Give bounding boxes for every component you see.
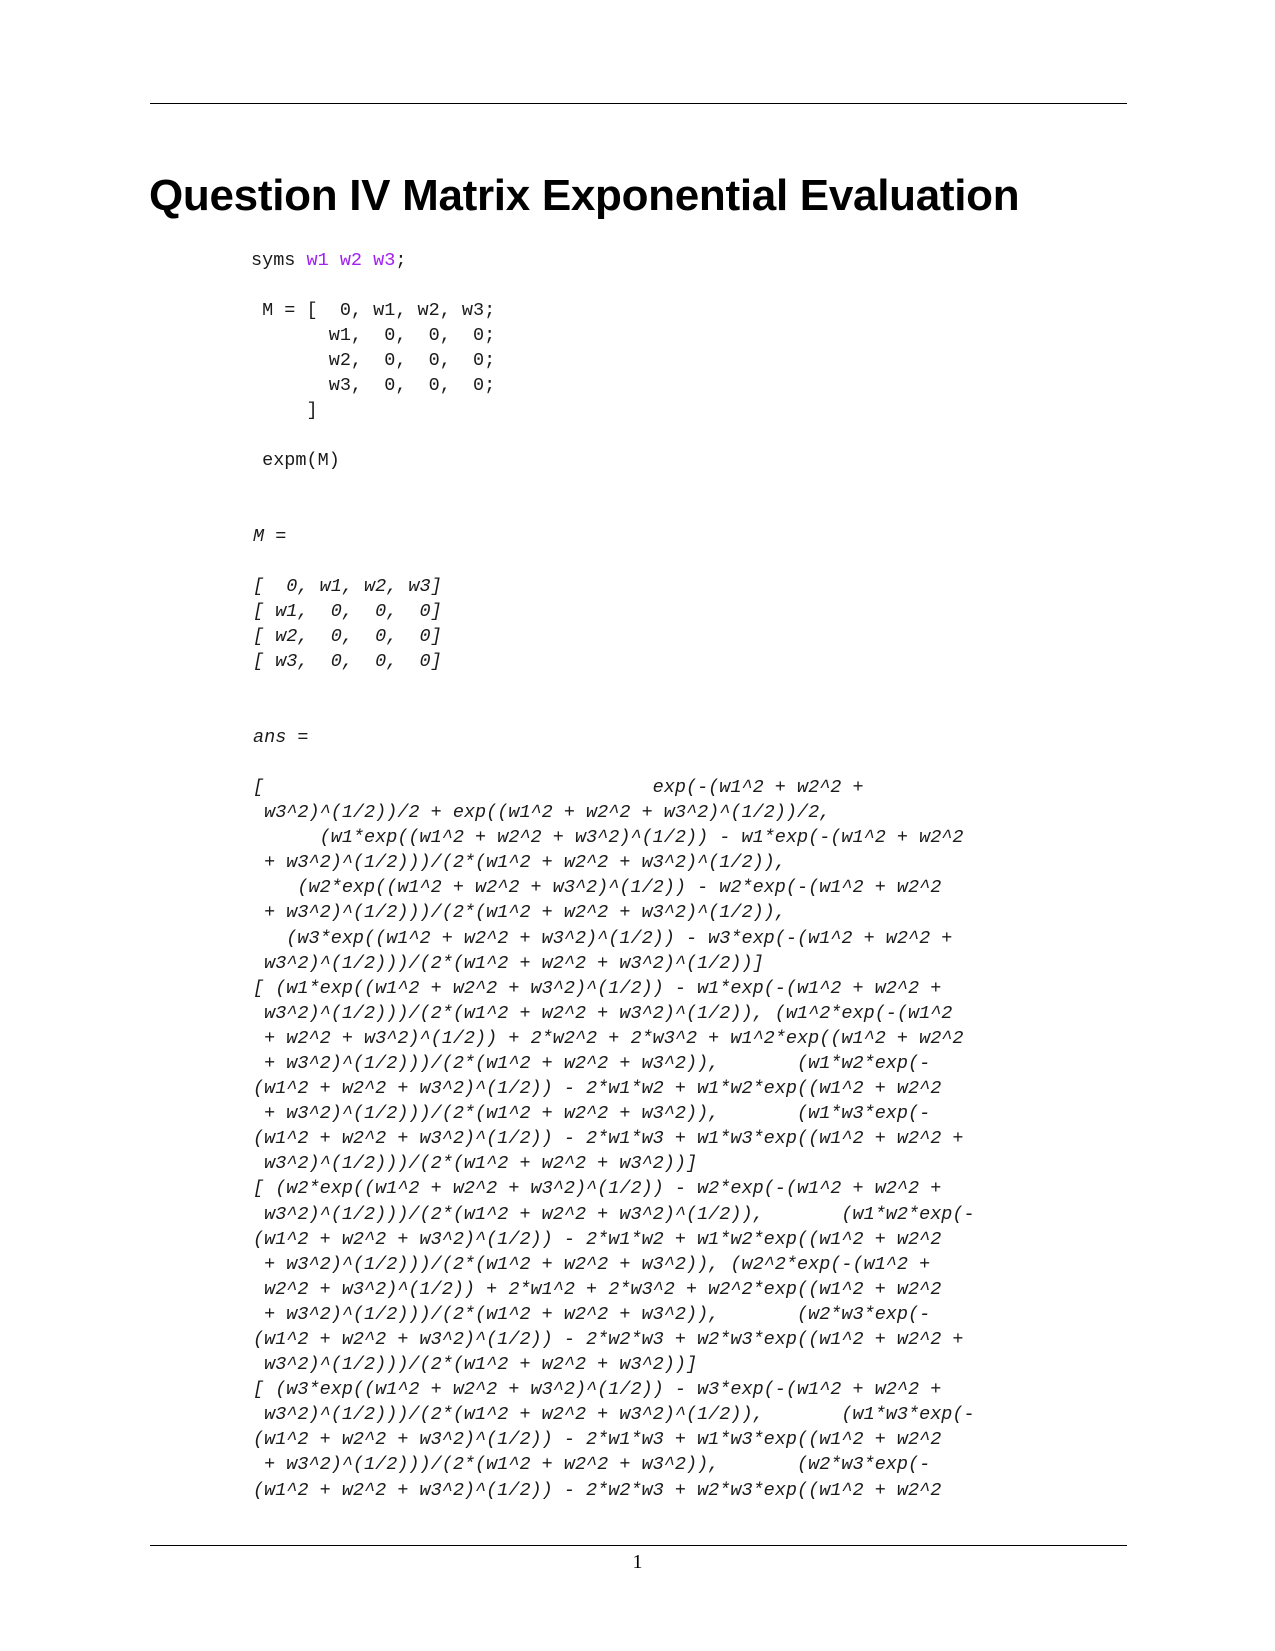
output-line: [ w3, 0, 0, 0] <box>253 651 442 673</box>
output-line: (w1^2 + w2^2 + w3^2)^(1/2)) - 2*w2*w3 + w2*w3*exp((w1^2 + w2^2 + <box>253 1329 964 1350</box>
output-line: w3^2)^(1/2)))/(2*(w1^2 + w2^2 + w3^2)^(1/2)), (w1^2*exp(-(w1^2 <box>253 1002 953 1024</box>
output-line: + w3^2)^(1/2)))/(2*(w1^2 + w2^2 + w3^2)), (w1*w3*exp(- <box>253 1103 931 1125</box>
output-line: (w1^2 + w2^2 + w3^2)^(1/2)) - 2*w1*w3 + w1*w3*exp((w1^2 + w2^2 <box>253 1429 942 1451</box>
output-line: [ (w1*exp((w1^2 + w2^2 + w3^2)^(1/2)) - w1*exp(-(w1^2 + w2^2 + <box>253 977 942 999</box>
output-line: [ (w3*exp((w1^2 + w2^2 + w3^2)^(1/2)) - w3*exp(-(w1^2 + w2^2 + <box>253 1379 942 1401</box>
output-line: w3^2)^(1/2))/2 + exp((w1^2 + w2^2 + w3^2)^(1/2))/2, <box>253 802 831 824</box>
output-line: + w3^2)^(1/2)))/(2*(w1^2 + w2^2 + w3^2)^(1/2)), <box>253 852 786 874</box>
output-line: ans = <box>253 726 309 748</box>
output-line: + w3^2)^(1/2)))/(2*(w1^2 + w2^2 + w3^2)), (w2^2*exp(-(w1^2 + <box>253 1253 931 1275</box>
output-line: M = <box>253 526 287 547</box>
output-line: [ w2, 0, 0, 0] <box>253 626 442 648</box>
output-line: (w1^2 + w2^2 + w3^2)^(1/2)) - 2*w1*w2 + w1*w2*exp((w1^2 + w2^2 <box>253 1078 942 1100</box>
matlab-code-block <box>251 248 495 473</box>
output-line: + w3^2)^(1/2)))/(2*(w1^2 + w2^2 + w3^2)^(1/2)), <box>253 902 786 924</box>
output-line: w2^2 + w3^2)^(1/2)) + 2*w1^2 + 2*w3^2 + w2^2*exp((w1^2 + w2^2 <box>253 1278 942 1300</box>
output-line: [ (w2*exp((w1^2 + w2^2 + w3^2)^(1/2)) - w2*exp(-(w1^2 + w2^2 + <box>253 1178 942 1200</box>
output-line <box>253 700 975 725</box>
syms-arguments: w1 w2 w3 <box>306 250 396 271</box>
output-line: (w1^2 + w2^2 + w3^2)^(1/2)) - 2*w1*w2 + w1*w2*exp((w1^2 + w2^2 <box>253 1228 942 1250</box>
output-line: (w3*exp((w1^2 + w2^2 + w3^2)^(1/2)) - w3*exp(-(w1^2 + w2^2 + <box>253 927 953 949</box>
output-line: w3^2)^(1/2)))/(2*(w1^2 + w2^2 + w3^2)^(1/2)), (w1*w2*exp(- <box>253 1203 975 1225</box>
output-line <box>253 675 975 700</box>
output-line <box>253 549 975 574</box>
output-line: [ w1, 0, 0, 0] <box>253 601 442 623</box>
output-line: + w2^2 + w3^2)^(1/2)) + 2*w2^2 + 2*w3^2 + w1^2*exp((w1^2 + w2^2 <box>253 1027 964 1049</box>
output-line <box>253 750 975 775</box>
matrix-line: w1, 0, 0, 0; <box>251 325 496 346</box>
output-line: [ exp(-(w1^2 + w2^2 + <box>253 776 864 798</box>
page-title: Question IV Matrix Exponential Evaluation <box>149 171 1020 220</box>
matrix-line: w2, 0, 0, 0; <box>251 350 496 371</box>
output-line: (w1^2 + w2^2 + w3^2)^(1/2)) - 2*w2*w3 + w2*w3*exp((w1^2 + w2^2 <box>253 1479 942 1501</box>
output-line: w3^2)^(1/2)))/(2*(w1^2 + w2^2 + w3^2))] <box>253 1153 698 1175</box>
footer-rule <box>150 1545 1127 1546</box>
output-line: [ 0, w1, w2, w3] <box>253 576 442 598</box>
matrix-line: ] <box>251 400 318 421</box>
syms-keyword: syms <box>251 250 307 271</box>
output-line: w3^2)^(1/2)))/(2*(w1^2 + w2^2 + w3^2)^(1/2))] <box>253 952 764 974</box>
output-line: (w1^2 + w2^2 + w3^2)^(1/2)) - 2*w1*w3 + w1*w3*exp((w1^2 + w2^2 + <box>253 1128 964 1150</box>
output-line: (w1*exp((w1^2 + w2^2 + w3^2)^(1/2)) - w1*exp(-(w1^2 + w2^2 <box>253 827 964 849</box>
output-line: w3^2)^(1/2)))/(2*(w1^2 + w2^2 + w3^2))] <box>253 1354 698 1376</box>
matrix-line: w3, 0, 0, 0; <box>251 375 496 396</box>
output-line: + w3^2)^(1/2)))/(2*(w1^2 + w2^2 + w3^2)), (w2*w3*exp(- <box>253 1303 931 1325</box>
output-line: w3^2)^(1/2)))/(2*(w1^2 + w2^2 + w3^2)^(1/2)), (w1*w3*exp(- <box>253 1404 975 1426</box>
matrix-line: M = [ 0, w1, w2, w3; <box>251 300 496 321</box>
matlab-output-block <box>253 524 975 1503</box>
syms-terminator: ; <box>395 250 407 271</box>
expm-call: expm(M) <box>251 450 340 471</box>
output-line: + w3^2)^(1/2)))/(2*(w1^2 + w2^2 + w3^2)), (w1*w2*exp(- <box>253 1052 931 1074</box>
output-line: (w2*exp((w1^2 + w2^2 + w3^2)^(1/2)) - w2*exp(-(w1^2 + w2^2 <box>253 877 942 899</box>
page-number: 1 <box>632 1551 643 1573</box>
output-line: + w3^2)^(1/2)))/(2*(w1^2 + w2^2 + w3^2)), (w2*w3*exp(- <box>253 1454 931 1476</box>
header-rule <box>150 103 1127 104</box>
